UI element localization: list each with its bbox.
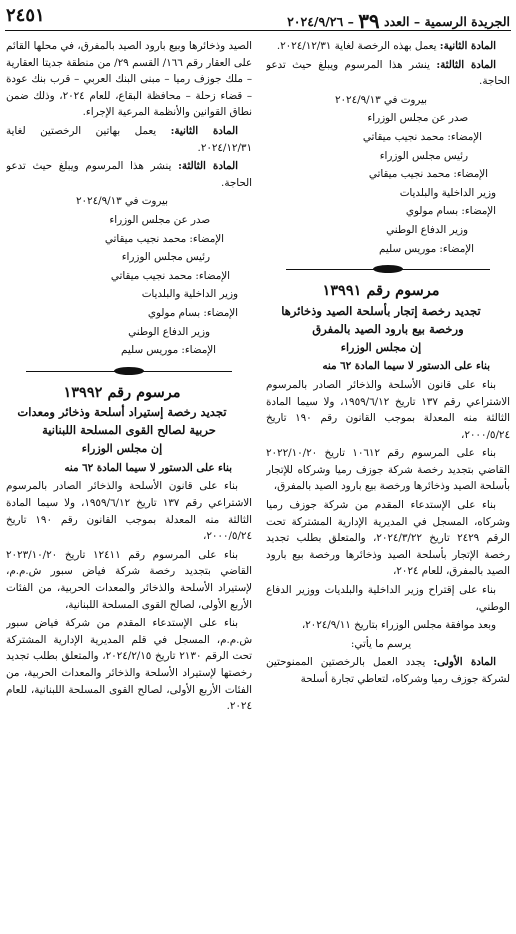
signature-line: الإمضاء: موريس سليم	[121, 344, 216, 357]
signature-line: رئيس مجلس الوزراء	[379, 149, 468, 162]
signature-line: وزير الداخلية والبلديات	[141, 288, 238, 301]
article-1-text: يجدد العمل بالرخصتين الممنوحتين لشركة جوزف رميا وشركاه، لتعاطي تجارة أسلحة	[266, 656, 510, 685]
article-2-text: يعمل بهاتين الرخصتين لغاية ٢٠٢٤/١٢/٣١.	[6, 124, 252, 154]
paragraph: بناء على قانون الأسلحة والذخائر الصادر بالمرسوم الاشتراعي رقم ١٣٧ تاريخ ١٩٥٩/٦/١٢، ولا سيما المادة الثالثة منه المعدلة بموجب القانون رقم ١٩٠ تاريخ ٢٠٠٠/٥/٢٤،	[266, 378, 510, 441]
continued-paragraph: الصيد وذخائرها وبيع بارود الصيد بالمفرق، في محلها القائم على العقار رقم ١٦٦/ القسم ٢٩/ من منطقة جديتا العقارية – ملك جوزف رميا – مبنى البنك العربي – قرب بنك عودة – قضاء زحلة – محافظة البقاع، للعام ٢٠٢٤، وذلك ضمن نطاق القوانين والأنظمة المرعية الإجراء.	[6, 40, 252, 119]
article-3-label: المادة الثالثة:	[178, 160, 239, 173]
signature-line: الإمضاء: محمد نجيب ميقاتي	[110, 269, 230, 282]
decrees-line: يرسم ما يأتي:	[350, 637, 412, 650]
section-divider	[266, 263, 510, 277]
signature-line: صدر عن مجلس الوزراء	[367, 112, 468, 125]
signature-line: وزير الدفاع الوطني	[386, 223, 468, 236]
paragraph: بناء على إقتراح وزير الداخلية والبلديات ووزير الدفاع الوطني،	[266, 584, 510, 613]
signature-line: صدر عن مجلس الوزراء	[109, 213, 210, 226]
left-column	[6, 38, 252, 930]
signature-line: رئيس مجلس الوزراء	[121, 251, 210, 264]
article-3	[6, 158, 252, 191]
paragraph: بناء على المرسوم رقم ١٢٤١١ تاريخ ٢٠٢٣/١٠/٢٠ القاضي بتجديد رخصة شركة فياض سبور ش.م.م، لإستيراد الأسلحة والذخائر والمعدات الحربية، من الفئات الأربع الأولى، لصالح القوى المسلحة اللبنانية،	[6, 548, 252, 611]
article-2	[266, 38, 510, 55]
page-header	[0, 0, 516, 33]
header-rule	[5, 30, 511, 31]
issue-label: العدد	[384, 14, 410, 29]
article-2-label: المادة الثانية:	[439, 40, 496, 52]
decree-date: بيروت في ٢٠٢٤/٩/١٣	[75, 195, 169, 208]
article-3-text: ينشر هذا المرسوم ويبلغ حيث تدعو الحاجة.	[266, 58, 510, 88]
section-divider	[6, 365, 252, 379]
signature-line: وزير الدفاع الوطني	[128, 325, 210, 338]
signature-line: الإمضاء: بسام مولوي	[405, 205, 496, 218]
signature-line: الإمضاء: بسام مولوي	[147, 306, 238, 319]
article-3	[266, 57, 510, 90]
article-2	[6, 123, 252, 156]
signature-line: الإمضاء: محمد نجيب ميقاتي	[104, 232, 224, 245]
council-heading: إن مجلس الوزراء	[340, 340, 422, 354]
article-3-text: ينشر هذا المرسوم ويبلغ حيث تدعو الحاجة.	[6, 160, 252, 189]
signature-line: الإمضاء: موريس سليم	[379, 242, 474, 255]
issue-date: ٢٠٢٤/٩/٢٦	[287, 14, 344, 29]
gazette-name: الجريدة الرسمية	[424, 14, 510, 29]
decree-title: مرسوم رقم ١٣٩٩٢	[63, 383, 181, 401]
signature-line: وزير الداخلية والبلديات	[399, 186, 496, 199]
article-2-text: يعمل بهذه الرخصة لغاية ٢٠٢٤/١٢/٣١.	[276, 40, 437, 52]
paragraph: بناء على قانون الأسلحة والذخائر الصادر بالمرسوم الاشتراعي رقم ١٣٧ تاريخ ١٩٥٩/٦/١٢، ولا سيما المادة الثالثة منه المعدلة بموجب القانون رقم ١٩٠ تاريخ ٢٠٠٠/٥/٢٤،	[6, 480, 252, 543]
article-1	[266, 654, 510, 687]
paragraph: بناء على الإستدعاء المقدم من شركة جوزف رميا وشركاه، المسجل في المديرية الإدارية المشتركة تحت الرقم ٢٤٢٩ تاريخ ٢٠٢٤/٣/٢٢، والمتعلق بطلب تجديد رخصة الإتجار بأسلحة الصيد وذخائرها ورخصة بيع بارود الصيد بالمفرق، للعام ٢٠٢٤،	[266, 499, 510, 578]
article-1-label: المادة الأولى:	[433, 656, 496, 669]
decree-subtitle: تجديد رخصة إستيراد أسلحة وذخائر ومعدات حربية لصالح القوى المسلحة اللبنانية	[17, 405, 227, 438]
decree-date: بيروت في ٢٠٢٤/٩/١٣	[334, 93, 428, 106]
decree-title: مرسوم رقم ١٣٩٩١	[322, 282, 440, 300]
decree-subtitle: تجديد رخصة إتجار بأسلحة الصيد وذخائرها ورخصة بيع بارود الصيد بالمفرق	[281, 303, 481, 336]
issue-number: ٣٩	[358, 9, 380, 33]
constitution-basis: بناء على الدستور لا سيما المادة ٦٢ منه	[64, 461, 232, 474]
constitution-basis: بناء على الدستور لا سيما المادة ٦٢ منه	[322, 360, 490, 373]
page-number: ٢٤٥١	[6, 5, 45, 26]
paragraph: بناء على المرسوم رقم ١٠٦١٢ تاريخ ٢٠٢٢/١٠/٢٠ القاضي بتجديد رخصة شركة جوزف رميا وشركاه للإتجار بأسلحة الصيد وذخائرها ورخصة بيع بارود الصيد بالمفرق،	[266, 447, 510, 493]
article-3-label: المادة الثالثة:	[436, 58, 496, 71]
signature-line: الإمضاء: محمد نجيب ميقاتي	[362, 130, 482, 143]
signature-line: الإمضاء: محمد نجيب ميقاتي	[368, 168, 488, 181]
paragraph: وبعد موافقة مجلس الوزراء بتاريخ ٢٠٢٤/٩/١١،	[301, 619, 496, 632]
paragraph: بناء على الإستدعاء المقدم من شركة فياض سبور ش.م.م، المسجل في قلم المديرية الإدارية المشتركة تحت الرقم ٢١٣٠ تاريخ ٢٠٢٤/٢/١٥، والمتعلق بطلب تجديد رخصتها لإستيراد الأسلحة والذخائر والمعدات الحربية، من الفئات الأربع الأولى، لصالح القوى المسلحة اللبنانية، للعام ٢٠٢٤.	[6, 617, 252, 713]
council-heading: إن مجلس الوزراء	[81, 442, 163, 456]
article-2-label: المادة الثانية:	[170, 124, 238, 137]
gazette-header-title: الجريدة الرسمية – العدد ٣٩ – ٢٠٢٤/٩/٢٦	[287, 9, 510, 33]
right-column	[266, 38, 510, 930]
